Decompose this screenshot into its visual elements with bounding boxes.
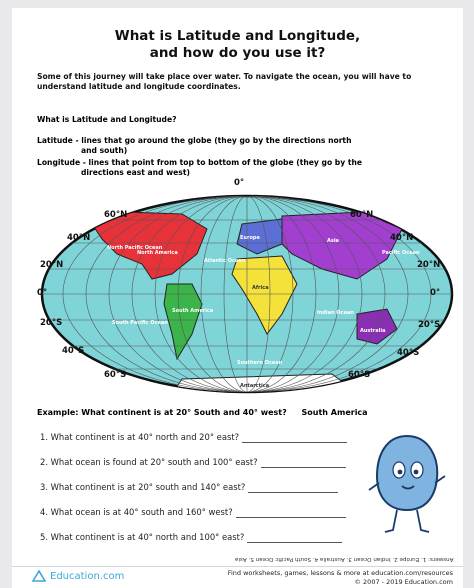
- longitude-definition: Longitude - lines that point from top to bottom of the globe (they go by the directions east and west): [37, 158, 363, 177]
- label-asia: Asia: [327, 238, 339, 244]
- intro-text: Some of this journey will take place over water. To navigate the ocean, you will have to understand latitude and longitude coordinates.: [37, 72, 412, 91]
- label-south-america: South America: [172, 308, 214, 314]
- label-20s-right: 20°S: [418, 320, 441, 330]
- label-top-0: 0°: [234, 178, 245, 188]
- label-australia: Australia: [360, 328, 386, 334]
- question-5: 5. What continent is at 40° north and 100° east?: [40, 532, 370, 557]
- latitude-definition: Latitude - lines that go around the globe (they go by the directions north and south): [37, 136, 352, 155]
- label-40n-left: 40°N: [67, 233, 91, 243]
- label-60n-left: 60°N: [104, 210, 128, 220]
- label-40s-right: 40°S: [397, 348, 420, 358]
- label-60s-right: 60°S: [348, 370, 371, 380]
- question-list: [40, 432, 370, 557]
- label-40s-left: 40°S: [62, 346, 85, 356]
- question-1: 1. What continent is at 40° north and 20° east?: [40, 432, 370, 457]
- label-20n-right: 20°N: [417, 260, 441, 270]
- label-60s-left: 60°S: [104, 370, 127, 380]
- label-antarctica: Antarctica: [240, 383, 270, 389]
- label-60n-right: 60°N: [350, 210, 374, 220]
- label-atlantic: Atlantic Ocean: [204, 258, 246, 264]
- label-europe: Europe: [240, 235, 260, 241]
- footer-find: Find worksheets, games, lessons & more at education.com/resources © 2007 - 2019 Education.com: [227, 569, 453, 586]
- label-20s-left: 20°S: [40, 318, 63, 328]
- label-pacific: Pacific Ocean: [382, 250, 420, 256]
- worksheet-page: [12, 8, 463, 588]
- answer-blank[interactable]: [236, 507, 346, 518]
- question-4: 4. What ocean is at 40° south and 160° west?: [40, 507, 370, 532]
- label-20n-left: 20°N: [40, 260, 64, 270]
- question-3: 3. What continent is at 20° south and 140° east?: [40, 482, 370, 507]
- label-indian: Indian Ocean: [317, 310, 354, 316]
- example: Example: What continent is at 20° South and 40° west? South America: [37, 408, 368, 417]
- label-south-pacific: South Pacific Ocean: [112, 320, 168, 326]
- label-eq-left: 0°: [37, 288, 48, 298]
- footer-divider: [12, 566, 463, 567]
- copyright: © 2007 - 2019 Education.com: [354, 578, 453, 586]
- world-map: [32, 184, 462, 404]
- example-answer: South America: [301, 408, 368, 417]
- label-north-pacific: North Pacific Ocean: [107, 245, 163, 251]
- graticule: [32, 184, 462, 404]
- education-logo[interactable]: Education.com: [32, 570, 124, 582]
- question-heading: What is Latitude and Longitude?: [37, 115, 177, 124]
- globe-character-illustration: [367, 428, 447, 538]
- question-2: 2. What ocean is found at 20° south and 100° east?: [40, 457, 370, 482]
- label-africa: Africa: [252, 285, 269, 291]
- answer-blank[interactable]: [248, 482, 338, 493]
- answer-blank[interactable]: [242, 432, 347, 443]
- label-eq-right: 0°: [430, 288, 441, 298]
- answer-blank[interactable]: [261, 457, 346, 468]
- answer-key: Answers: 1. Europe 2. Indian Ocean 3. Australia 4. South Pacific Ocean 5. Asia: [234, 556, 453, 562]
- label-40n-right: 40°N: [390, 233, 414, 243]
- worksheet-title: What is Latitude and Longitude, and how do you use it?: [114, 28, 361, 61]
- logo-icon: [32, 570, 46, 582]
- label-southern: Southern Ocean: [237, 360, 283, 366]
- label-north-america: North America: [137, 250, 178, 256]
- answer-blank[interactable]: [247, 532, 342, 543]
